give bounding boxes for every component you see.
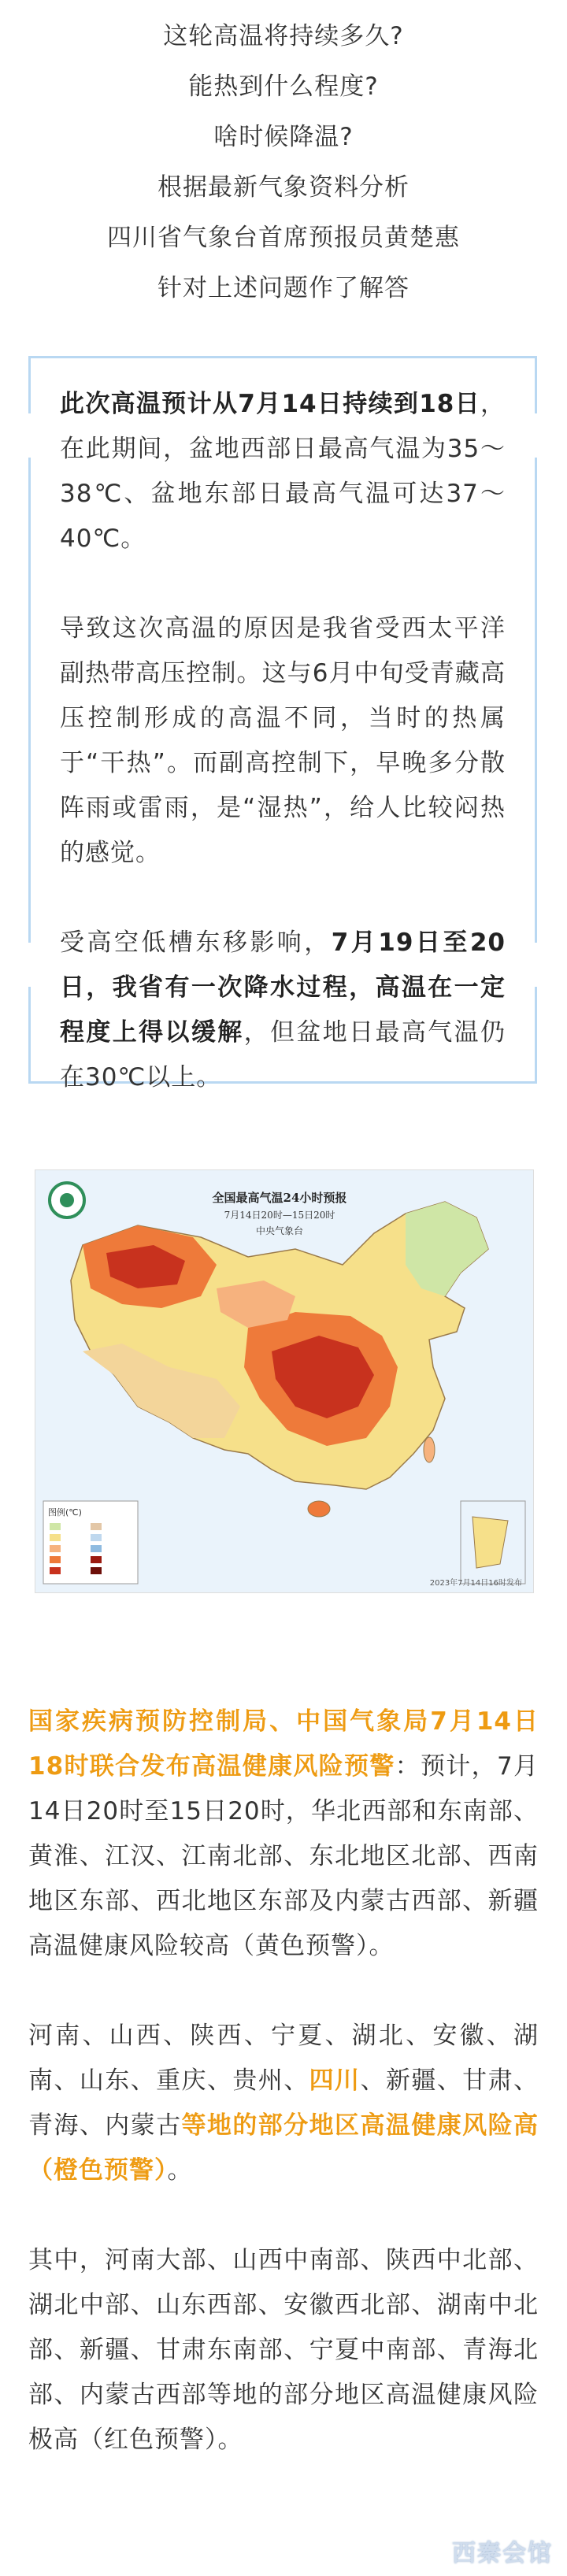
forecast-note-box <box>28 356 537 1092</box>
warning-paragraph-yellow <box>28 1699 539 1969</box>
intro-line: 这轮高温将持续多久? <box>163 22 404 50</box>
relief-highlight: 7月19日至20日，我省有一次降水过程，高温在一定程度上得以缓解 <box>60 928 506 1047</box>
warning-paragraph-red: 其中，河南大部、山西中南部、陕西中北部、湖北中部、山东西部、安徽西北部、湖南中北部、新疆、甘肃东南部、宁夏中南部、青海北部、内蒙古西部等地的部分地区高温健康风险极高（红色预警）。 <box>28 2246 539 2454</box>
warning-paragraph-orange <box>28 2014 539 2193</box>
relief-detail: ，但盆地日最高气温仍在30℃以上。 <box>60 1018 506 1092</box>
sichuan-highlight: 四川 <box>309 2066 361 2095</box>
legend-title: 图例(℃) <box>48 1507 82 1518</box>
warning-issuer: 国家疾病预防控制局、中国气象局7月14日18时联合发布高温健康风险预警 <box>28 1707 539 1781</box>
intro-line: 能热到什么程度? <box>188 72 379 101</box>
relief-intro: 受高空低槽东移影响， <box>60 928 332 957</box>
watermark-logo: 西秦会馆 <box>452 2540 553 2567</box>
map-agency: 中央气象台 <box>255 1225 303 1236</box>
orange-regions: 河南、山西、陕西、宁夏、湖北、安徽、湖南、山东、重庆、贵州、 <box>28 2022 539 2095</box>
intro-line: 针对上述问题作了解答 <box>158 274 410 302</box>
note-paragraph-duration <box>60 382 506 562</box>
note-paragraph-cause: 导致这次高温的原因是我省受西太平洋副热带高压控制。这与6月中旬受青藏高压控制形成的高温不同，当时的热属于“干热”。而副高控制下，早晚多分散阵雨或雷雨，是“湿热”，给人比较闷热的感觉。 <box>60 614 506 867</box>
health-risk-warning <box>28 1699 539 2507</box>
duration-highlight: 此次高温预计从7月14日持续到18日 <box>60 390 480 418</box>
note-paragraph-relief <box>60 921 506 1100</box>
yellow-warning-detail: ：预计，7月14日20时至15日20时，华北西部和东南部、黄淮、江汉、江南北部、东北地区北部、西南地区东部、西北地区东部及内蒙古西部、新疆高温健康风险较高（黄色预警）。 <box>28 1752 539 1960</box>
sentence-end: 。 <box>167 2156 193 2185</box>
intro-line: 啥时候降温? <box>213 123 354 151</box>
map-footer: 2023年7月14日16时发布 <box>429 1579 522 1588</box>
intro-line: 根据最新气象资料分析 <box>158 173 410 202</box>
intro-text <box>0 0 567 313</box>
orange-regions-more: 、新疆、甘肃、青海、内蒙古 <box>28 2066 539 2140</box>
duration-detail: ，在此期间，盆地西部日最高气温为35～38℃、盆地东部日最高气温可达37～40℃。 <box>60 390 506 553</box>
map-subtitle: 7月14日20时—15日20时 <box>224 1210 335 1221</box>
map-title: 全国最高气温24小时预报 <box>212 1191 347 1205</box>
intro-line: 四川省气象台首席预报员黄楚惠 <box>107 224 460 252</box>
orange-warning-level: 等地的部分地区高温健康风险高（橙色预警） <box>28 2111 539 2185</box>
temperature-forecast-map <box>35 1169 534 1593</box>
